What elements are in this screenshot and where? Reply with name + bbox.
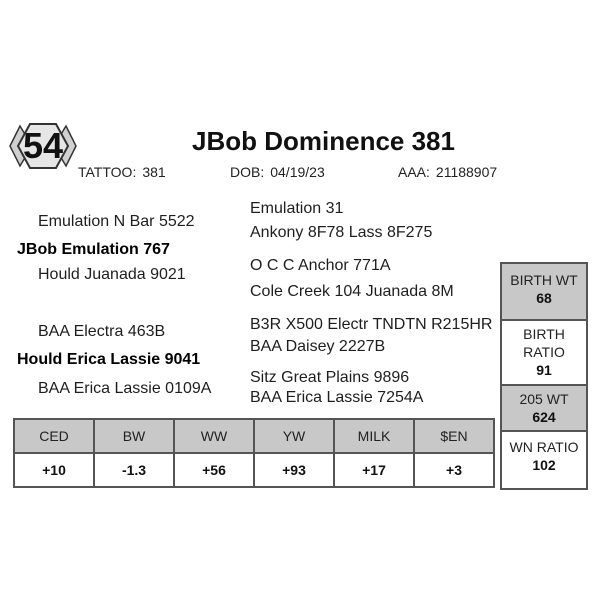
dam-dam-dam: BAA Erica Lassie 7254A bbox=[250, 389, 424, 406]
stat-205-wt bbox=[502, 386, 586, 432]
lot-number: 54 bbox=[22, 125, 64, 166]
epd-header-milk: MILK bbox=[334, 419, 414, 453]
tattoo-label: TATTOO: bbox=[78, 164, 137, 180]
sire-dam-sire: O C C Anchor 771A bbox=[250, 257, 391, 274]
stat-birth-wt-label: BIRTH WT bbox=[510, 272, 578, 288]
sire-sire: Emulation N Bar 5522 bbox=[38, 213, 195, 230]
stat-205-wt-label: 205 WT bbox=[519, 391, 569, 407]
epd-table bbox=[13, 418, 495, 488]
performance-stats bbox=[500, 262, 588, 490]
epd-value-en: +3 bbox=[414, 453, 494, 487]
stat-birth-ratio-label: BIRTH RATIO bbox=[523, 326, 565, 360]
dam: Hould Erica Lassie 9041 bbox=[17, 351, 201, 368]
sire-dam-dam: Cole Creek 104 Juanada 8M bbox=[250, 283, 454, 300]
epd-value-milk: +17 bbox=[334, 453, 414, 487]
epd-value-row bbox=[14, 453, 494, 487]
dob-field bbox=[230, 164, 325, 180]
epd-header-bw: BW bbox=[94, 419, 174, 453]
epd-header-row bbox=[14, 419, 494, 453]
lot-badge bbox=[8, 122, 78, 170]
aaa-label: AAA: bbox=[398, 164, 430, 180]
epd-header-en: $EN bbox=[414, 419, 494, 453]
aaa-value: 21188907 bbox=[435, 164, 498, 180]
epd-value-ww: +56 bbox=[174, 453, 254, 487]
sire-sire-sire: Emulation 31 bbox=[250, 200, 344, 217]
animal-name: JBob Dominence 381 bbox=[192, 126, 455, 156]
stat-205-wt-value: 624 bbox=[532, 409, 556, 425]
dam-dam-sire: Sitz Great Plains 9896 bbox=[250, 369, 410, 386]
epd-header-ww: WW bbox=[174, 419, 254, 453]
dam-sire: BAA Electra 463B bbox=[38, 323, 166, 340]
tattoo-field bbox=[78, 164, 166, 180]
aaa-field bbox=[398, 164, 497, 180]
dam-sire-sire: B3R X500 Electr TNDTN R215HR bbox=[250, 316, 493, 333]
sire-sire-dam: Ankony 8F78 Lass 8F275 bbox=[250, 224, 433, 241]
epd-header-yw: YW bbox=[254, 419, 334, 453]
epd-header-ced: CED bbox=[14, 419, 94, 453]
stat-wn-ratio-value: 102 bbox=[532, 457, 556, 473]
stat-birth-wt-value: 68 bbox=[536, 290, 552, 306]
stat-birth-ratio-value: 91 bbox=[536, 362, 552, 378]
dob-label: DOB: bbox=[230, 164, 265, 180]
dam-dam: BAA Erica Lassie 0109A bbox=[38, 380, 212, 397]
dam-sire-dam: BAA Daisey 2227B bbox=[250, 338, 386, 355]
tattoo-value: 381 bbox=[142, 164, 166, 180]
stat-birth-wt bbox=[502, 264, 586, 321]
sire: JBob Emulation 767 bbox=[17, 241, 170, 258]
stat-wn-ratio-label: WN RATIO bbox=[509, 439, 579, 455]
epd-value-ced: +10 bbox=[14, 453, 94, 487]
epd-value-bw: -1.3 bbox=[94, 453, 174, 487]
epd-value-yw: +93 bbox=[254, 453, 334, 487]
stat-wn-ratio bbox=[502, 432, 586, 488]
sire-dam: Hould Juanada 9021 bbox=[38, 266, 186, 283]
dob-value: 04/19/23 bbox=[270, 164, 325, 180]
stat-birth-ratio bbox=[502, 321, 586, 386]
